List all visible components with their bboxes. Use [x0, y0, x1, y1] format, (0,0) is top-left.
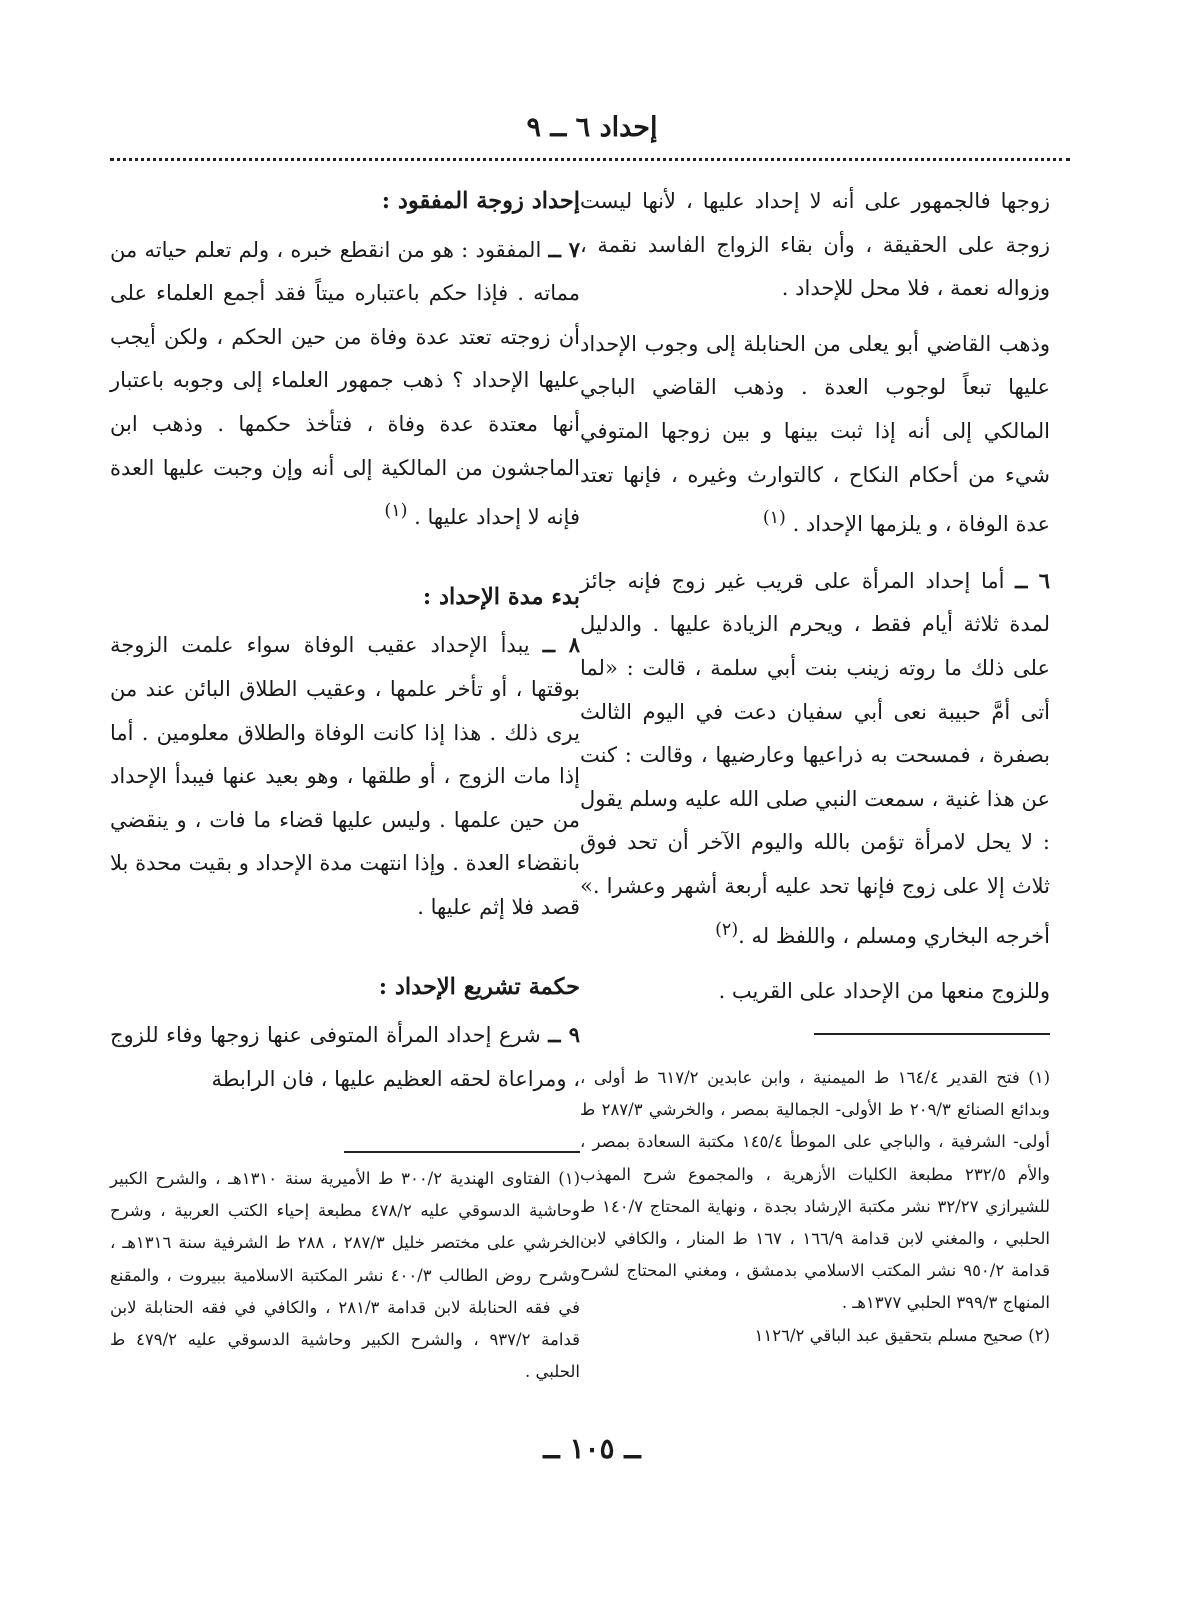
paragraph: [580, 970, 1050, 1014]
paragraph-text: المفقود : هو من انقطع خبره ، ولم تعلم حياته من مماته . فإذا حكم باعتباره ميتاً فقد أجمع العلماء على أن زوجته تعتد عدة وفاة من حين الحكم ، ولكن أيجب عليها الإحداد ؟ ذهب جمهور العلماء إلى وجوبه باعتبار أنها معتدة عدة وفاة ، فتأخذ حكمها . وذهب ابن الماجشون من المالكية إلى أنه وإن وجبت عليها العدة فإنه لا إحداد عليها .: [110, 237, 580, 530]
footnote: (١) فتح القدير ١٦٤/٤ ط الميمنية ، وابن عابدين ٦١٧/٢ ط أولى ، وبدائع الصنائع ٢٠٩/٣ ط الأولى- الجمالية بمصر ، والخرشي ٢٨٧/٣ ط أولى- الشرفية ، والباجي على الموطأ ١٤٥/٤ مكتبة السعادة بمصر ، والأم ٢٣٢/٥ مطبعة الكليات الأزهرية ، والمجموع شرح المهذب للشيرازي ٣٢/٢٧ نشر مكتبة الإرشاد بجدة ، ونهاية المحتاج ١٤٠/٧ ط الحلبي ، والمغني لابن قدامة ١٦٦/٩ ، ١٦٧ ط المنار ، والكافي لابن قدامة ٩٥٠/٢ نشر المكتب الاسلامي بدمشق ، ومغني المحتاج لشرح المنهاج ٣٩٩/٣ الحلبي ١٣٧٧هـ .: [580, 1068, 1051, 1313]
paragraph: [580, 323, 1050, 547]
paragraph: [110, 1013, 580, 1101]
paragraph-text: أما إحداد المرأة على قريب غير زوج فإنه جائز لمدة ثلاثة أيام فقط ، ويحرم الزيادة عليها . والدليل على ذلك ما روته زينب بنت أبي سلمة ، قالت : «لما أتى أمَّ حبيبة نعى أبي سفيان دعت في اليوم الثالث بصفرة ، فمسحت به ذراعيها وعارضيها ، وقالت : كنت عن هذا غنية ، سمعت النبي صلى الله عليه وسلم يقول : لا يحل لامرأة تؤمن بالله واليوم الآخر أن تحد فوق ثلاث إلا على زوج فإنها تحد عليه أربعة أشهر وعشرا .» أخرجه البخاري ومسلم ، واللفظ له .: [580, 568, 1050, 948]
paragraph: [110, 228, 580, 540]
section-number: ٦ ــ: [1015, 567, 1050, 593]
footnote-separator: [814, 1033, 1050, 1035]
paragraph-text: وللزوج منعها من الإحداد على القريب .: [718, 979, 1050, 1004]
footnote-ref: (٢): [715, 919, 739, 940]
section-heading: إحداد زوجة المفقود :: [381, 188, 580, 214]
footnotes-left: [110, 1163, 580, 1388]
footnote-separator: [344, 1151, 580, 1153]
footnote-ref: (١): [762, 508, 786, 529]
section-number: ٨ ــ: [542, 632, 580, 658]
header-dotted-rule: [110, 158, 1070, 161]
paragraph: [580, 180, 1050, 311]
footnote: (٢) صحيح مسلم بتحقيق عبد الباقي ١١٢٦/٢: [754, 1325, 1050, 1345]
paragraph-text: وذهب القاضي أبو يعلى من الحنابلة إلى وجوب الإحداد عليها تبعاً لوجوب العدة . وذهب القاضي الباجي المالكي إلى أنه إذا ثبت بينها و بين زوجها المتوفي شيء من أحكام النكاح ، كالتوارث وغيره ، فإنها تعتد عدة الوفاة ، و يلزمها الإحداد .: [580, 331, 1050, 537]
section-heading: حكمة تشريع الإحداد :: [378, 973, 580, 1000]
section-heading: بدء مدة الإحداد :: [422, 583, 580, 610]
paragraph-text: زوجها فالجمهور على أنه لا إحداد عليها ، لأنها ليست زوجة على الحقيقة ، وأن بقاء الزواج الفاسد نقمة ، وزواله نعمة ، فلا محل للإحداد .: [580, 189, 1050, 301]
footnote: (١) الفتاوى الهندية ٣٠٠/٢ ط الأميرية سنة ١٣١٠هـ ، والشرح الكبير وحاشية الدسوقي عليه ٤٧٨/٢ مطبعة إحياء الكتب العربية ، وشرح الخرشي على مختصر خليل ٢٨٧/٣ ، ٢٨٨ ط الشرفية سنة ١٣١٦هـ ، وشرح روض الطالب ٤٠٠/٣ نشر المكتبة الاسلامية ببيروت ، والمقنع في فقه الحنابلة لابن قدامة ٢٨١/٣ ، والكافي في فقه الحنابلة لابن قدامة ٩٣٧/٢ ، والشرح الكبير وحاشية الدسوقي عليه ٤٧٩/٢ ط الحلبي .: [110, 1169, 580, 1382]
section-number: ٩ ــ: [548, 1022, 580, 1048]
paragraph-text: يبدأ الإحداد عقيب الوفاة سواء علمت الزوجة بوقتها ، أو تأخر علمها ، وعقيب الطلاق البائن عند من يرى ذلك . هذا إذا كانت الوفاة والطلاق معلومين . أما إذا مات الزوج ، أو طلقها ، وهو بعيد عنها فيبدأ الإحداد من حين علمها . وليس عليها قضاء ما فات ، و ينقضي بانقضاء العدة . وإذا انتهت مدة الإحداد و بقيت محدة بلا قصد فلا إثم عليها .: [110, 633, 580, 919]
page-number: ــ ١٠٥ ــ: [543, 1432, 641, 1465]
page-header: إحداد ٦ ــ ٩: [526, 112, 658, 143]
left-column: [110, 180, 580, 1113]
section-number: ٧ ــ: [548, 236, 581, 262]
paragraph: [110, 623, 580, 929]
paragraph-text: شرع إحداد المرأة المتوفى عنها زوجها وفاء للزوج ، ومراعاة لحقه العظيم عليها ، فان الرابطة: [110, 1023, 580, 1091]
paragraph: [580, 559, 1050, 958]
footnote-ref: (١): [384, 501, 408, 522]
right-column: [580, 180, 1050, 1026]
footnotes-right: [580, 1062, 1050, 1352]
